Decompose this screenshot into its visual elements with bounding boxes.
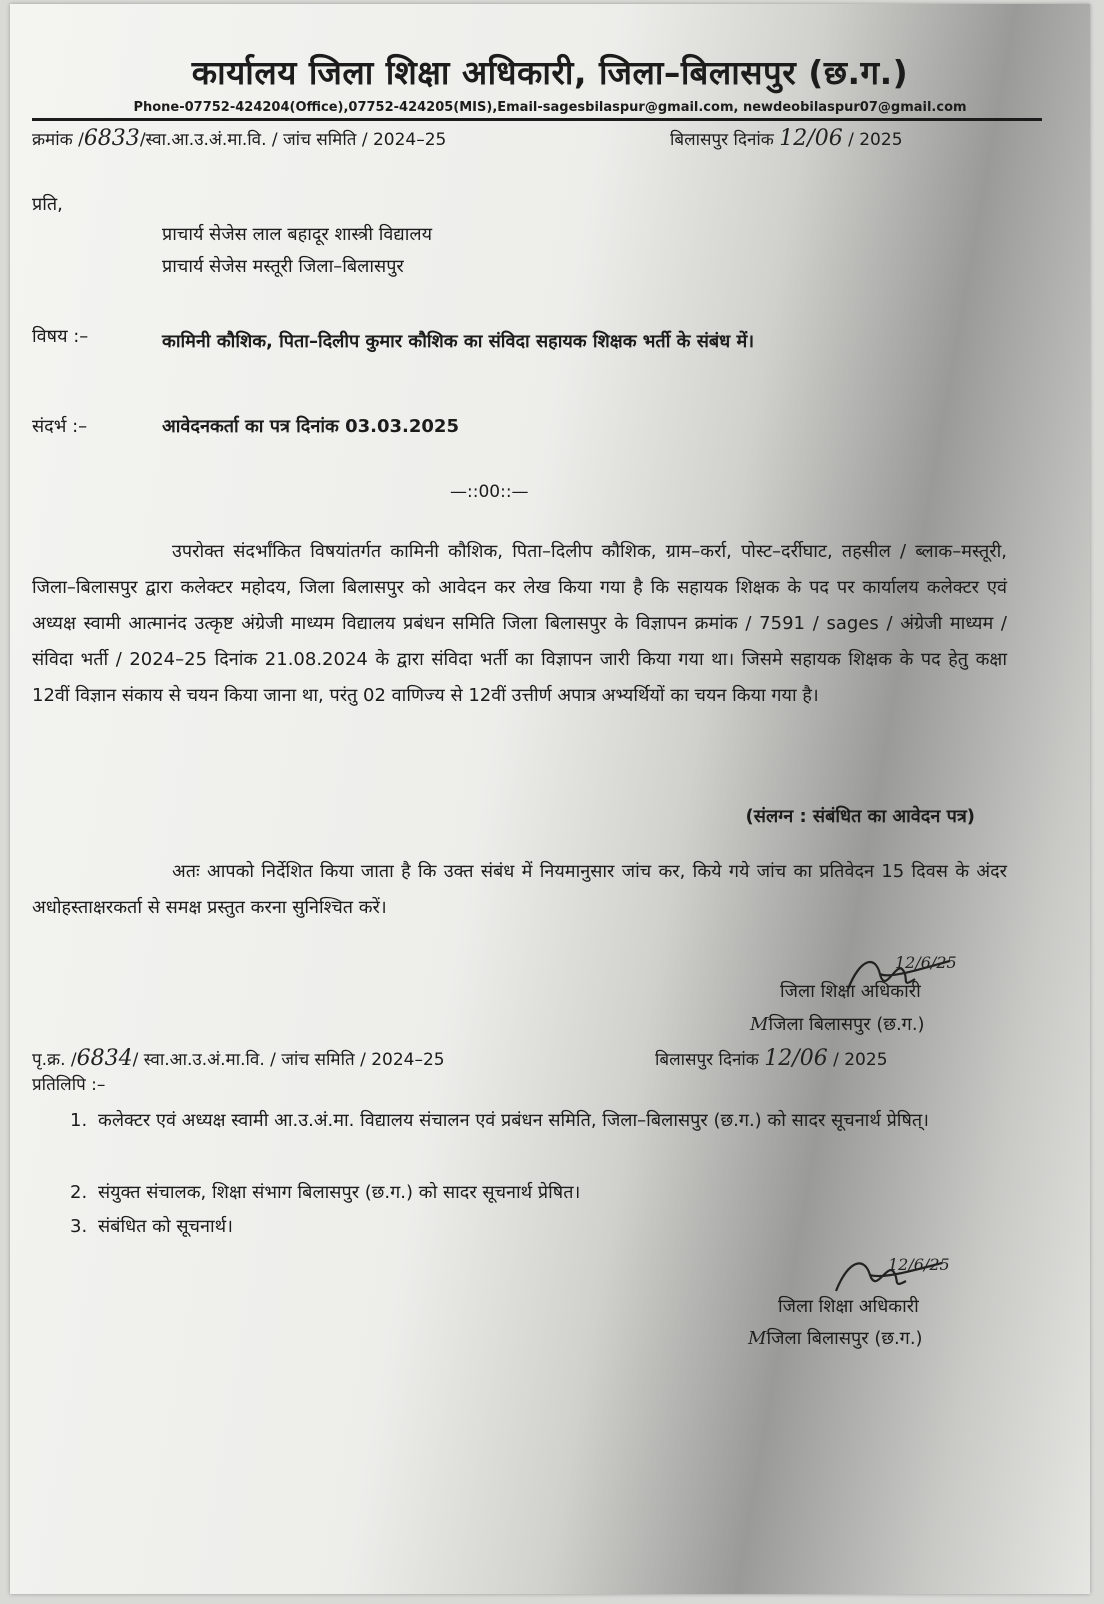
letter-sheet [10, 4, 1090, 1594]
header-rule [32, 118, 1042, 121]
office-title: कार्यालय जिला शिक्षा अधिकारी, जिला–बिलासपुर (छ.ग.) [191, 53, 909, 92]
signatory-title-1: जिला शिक्षा अधिकारी [780, 981, 921, 1002]
contact-line: Phone-07752-424204(Office),07752-424205(MIS),Email-sagesbilaspur@gmail.com, newdeobilaspur07@gmail.com [133, 100, 967, 115]
body-paragraph-1: उपरोक्त संदर्भांकित विषयांतर्गत कामिनी कौशिक, पिता–दिलीप कौशिक, ग्राम–कर्रा, पोस्ट–दर्रीघाट, तहसील / ब्लाक–मस्तूरी, जिला–बिलासपुर द्वारा कलेक्टर महोदय, जिला बिलासपुर को आवेदन कर लेख किया गया है कि सहायक शिक्षक के पद पर कार्यालय कलेक्टर एवं अध्यक्ष स्वामी आत्मानंद उत्कृष्ट अंग्रेजी माध्यम विद्यालय प्रबंधन समिति जिला बिलासपुर के विज्ञापन क्रमांक / 7591 / sages / अंग्रेजी माध्यम / संविदा भर्ती / 2024–25 दिनांक 21.08.2024 के द्वारा संविदा भर्ती का विज्ञापन जारी किया गया था। जिसमे सहायक शिक्षक के पद हेतु कक्षा 12वीं विज्ञान संकाय से चयन किया जाना था, परंतु 02 वाणिज्य से 12वीं उत्तीर्ण अपात्र अभ्यर्थियों का चयन किया गया है। [32, 541, 1007, 706]
initial-mark-2: M [748, 1328, 767, 1349]
reference-number-line [32, 126, 446, 151]
endorsement-month-handwritten: 06 [799, 1046, 828, 1071]
signature-date-1: 12/6/25 [895, 953, 957, 972]
endorsement-date-line: बिलासपुर दिनांक 12/06 / 2025 [655, 1046, 888, 1071]
endorsement-year: / 2025 [833, 1050, 888, 1070]
copy-label: प्रतिलिपि :– [32, 1075, 106, 1095]
copy-item-3: 3. संबंधित को सूचनार्थ। [70, 1216, 233, 1237]
date-month-handwritten: 06 [814, 126, 843, 151]
subject-label: विषय :– [32, 326, 89, 347]
reference-label: संदर्भ :– [32, 416, 88, 437]
endorsement-date-prefix: बिलासपुर दिनांक [655, 1050, 759, 1070]
signatory-district-2: Mजिला बिलासपुर (छ.ग.) [748, 1328, 923, 1349]
addressee-line-1: प्राचार्य सेजेस लाल बहादूर शास्त्री विद्यालय [162, 224, 433, 245]
signatory-title-2: जिला शिक्षा अधिकारी [778, 1296, 919, 1317]
date-prefix: बिलासपुर दिनांक [670, 130, 774, 150]
to-label: प्रति, [32, 194, 63, 215]
date-year: / 2025 [848, 130, 903, 150]
endorsement-prefix: पृ.क्र. / [32, 1050, 77, 1070]
body-paragraph-2: अतः आपको निर्देशित किया जाता है कि उक्त संबंध में नियमानुसार जांच कर, किये गये जांच का प्रतिवेदन 15 दिवस के अंदर अधोहस्ताक्षरकर्ता से समक्ष प्रस्तुत करना सुनिश्चित करें। [32, 861, 1007, 918]
ref-prefix: क्रमांक / [32, 130, 84, 150]
endorsement-number-line [32, 1046, 445, 1071]
endorsement-day-handwritten: 12 [764, 1046, 793, 1071]
copy-item-2: 2. संयुक्त संचालक, शिक्षा संभाग बिलासपुर (छ.ग.) को सादर सूचनार्थ प्रेषित। [70, 1182, 581, 1203]
endorsement-suffix: / स्वा.आ.उ.अं.मा.वि. / जांच समिति / 2024–25 [132, 1050, 445, 1070]
letter-date-line: बिलासपुर दिनांक 12/06 / 2025 [670, 126, 903, 151]
addressee-line-2: प्राचार्य सेजेस मस्तूरी जिला–बिलासपुर [162, 256, 404, 277]
copy-item-1: 1. कलेक्टर एवं अध्यक्ष स्वामी आ.उ.अं.मा. विद्यालय संचालन एवं प्रबंधन समिति, जिला–बिलासपुर (छ.ग.) को सादर सूचनार्थ प्रेषित्। [70, 1110, 929, 1131]
ref-suffix: /स्वा.आ.उ.अं.मा.वि. / जांच समिति / 2024–25 [139, 130, 447, 150]
date-day-handwritten: 12 [779, 126, 808, 151]
initial-mark-1: M [750, 1014, 769, 1035]
signatory-district-1: Mजिला बिलासपुर (छ.ग.) [750, 1014, 925, 1035]
enclosure-note: (संलग्न : संबंधित का आवेदन पत्र) [745, 806, 975, 827]
separator: —::00::— [450, 482, 529, 502]
subject-text: कामिनी कौशिक, पिता–दिलीप कुमार कौशिक का संविदा सहायक शिक्षक भर्ती के संबंध में। [162, 331, 755, 352]
signature-date-2: 12/6/25 [888, 1255, 950, 1274]
endorsement-number-handwritten: 6834 [76, 1046, 133, 1071]
ref-number-handwritten: 6833 [83, 126, 140, 151]
reference-text: आवेदनकर्ता का पत्र दिनांक 03.03.2025 [162, 416, 459, 437]
